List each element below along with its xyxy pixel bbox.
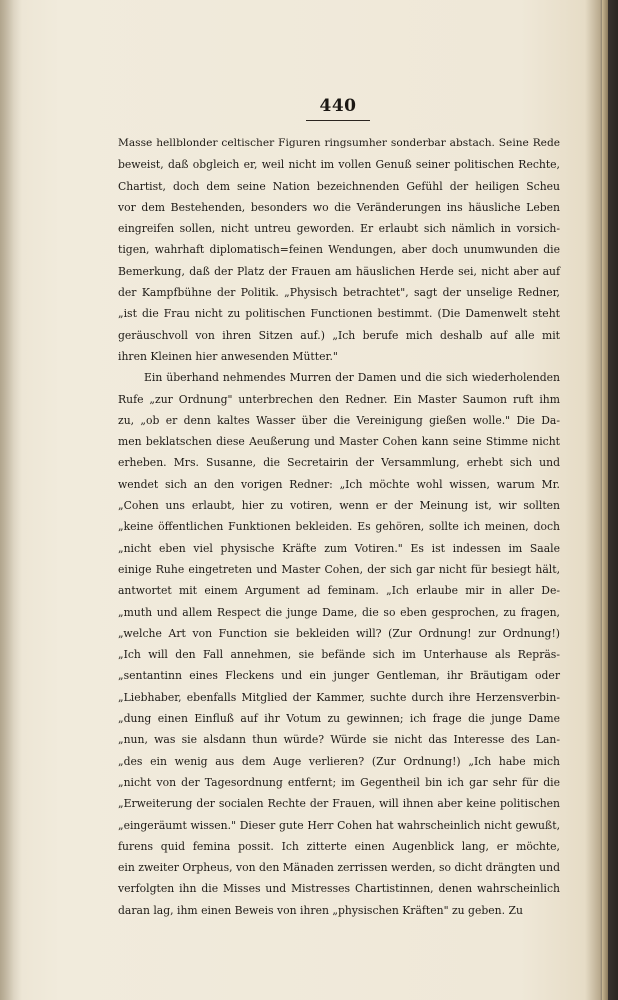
page-edge: [602, 0, 608, 1000]
text-line: Rufe „zur Ordnung" unterbrechen den Redner. Ein Master Saumon ruft ihm: [118, 392, 560, 406]
text-line: „des ein wenig aus dem Auge verlieren? (Zur Ordnung!) „Ich habe mich: [118, 754, 560, 768]
text-line: „nicht eben viel physische Kräfte zum Votiren." Es ist indessen im Saale: [118, 541, 560, 555]
text-line: „sentantinn eines Fleckens und ein junger Gentleman, ihr Bräutigam oder: [118, 669, 560, 683]
text-line: tigen, wahrhaft diplomatisch=feinen Wendungen, aber doch unumwunden die: [118, 243, 560, 257]
text-line: Chartist, doch dem seine Nation bezeichnenden Gefühl der heiligen Scheu: [118, 179, 560, 193]
text-line: „ist die Frau nicht zu politischen Functionen bestimmt. (Die Damenwelt steht: [118, 307, 560, 321]
text-line: „Cohen uns erlaubt, hier zu votiren, wenn er der Meinung ist, wir sollten: [118, 499, 560, 513]
text-line: „eingeräumt wissen." Dieser gute Herr Cohen hat wahrscheinlich nicht gewußt,: [118, 818, 560, 832]
text-line: eingreifen sollen, nicht untreu geworden. Er erlaubt sich nämlich in vorsich-: [118, 222, 560, 236]
page-number: 440: [319, 96, 357, 116]
text-line: der Kampfbühne der Politik. „Physisch betrachtet", sagt der unselige Redner,: [118, 286, 560, 300]
text-line: „Erweiterung der socialen Rechte der Frauen, will ihnen aber keine politischen: [118, 797, 560, 811]
text-line: antwortet mit einem Argument ad feminam. „Ich erlaube mir in aller De-: [118, 584, 560, 598]
text-line: Bemerkung, daß der Platz der Frauen am häuslichen Herde sei, nicht aber auf: [118, 264, 560, 278]
text-line: einige Ruhe eingetreten und Master Cohen, der sich gar nicht für besiegt hält,: [118, 562, 560, 576]
page-header: [118, 96, 558, 121]
text-line: Ein überhand nehmendes Murren der Damen und die sich wiederholenden: [144, 371, 560, 385]
text-line: „nun, was sie alsdann thun würde? Würde sie nicht das Interesse des Lan-: [118, 733, 560, 747]
paragraph: [118, 133, 560, 367]
binding-gutter-shadow: [0, 0, 22, 1000]
text-line: erheben. Mrs. Susanne, die Secretairin der Versammlung, erhebt sich und: [118, 456, 560, 470]
text-line: men beklatschen diese Aeußerung und Master Cohen kann seine Stimme nicht: [118, 435, 560, 449]
text-line: „muth und allem Respect die junge Dame, die so eben gesprochen, zu fragen,: [118, 605, 560, 619]
text-line: wendet sich an den vorigen Redner: „Ich möchte wohl wissen, warum Mr.: [118, 477, 560, 491]
text-line: vor dem Bestehenden, besonders wo die Veränderungen ins häusliche Leben: [118, 200, 560, 214]
text-line: furens quid femina possit. Ich zitterte einen Augenblick lang, er möchte,: [118, 839, 560, 853]
text-line: „nicht von der Tagesordnung entfernt; im Gegentheil bin ich gar sehr für die: [118, 775, 560, 789]
text-line: „Liebhaber, ebenfalls Mitglied der Kammer, suchte durch ihre Herzensverbin-: [118, 690, 560, 704]
text-line: ein zweiter Orpheus, von den Mänaden zerrissen werden, so dicht drängten und: [118, 861, 560, 875]
paragraph: [118, 367, 560, 921]
body-text: [118, 133, 560, 921]
text-line: „keine öffentlichen Funktionen bekleiden. Es gehören, sollte ich meinen, doch: [118, 520, 560, 534]
text-line: verfolgten ihn die Misses und Mistresses Chartistinnen, denen wahrscheinlich: [118, 882, 560, 896]
page-number-rule: [306, 120, 370, 121]
text-line: beweist, daß obgleich er, weil nicht im vollen Genuß seiner politischen Rechte,: [118, 158, 560, 172]
text-line: zu, „ob er denn kaltes Wasser über die Vereinigung gießen wolle." Die Da-: [118, 413, 560, 427]
text-line: „dung einen Einfluß auf ihr Votum zu gewinnen; ich frage die junge Dame: [118, 712, 560, 726]
text-line: „welche Art von Function sie bekleiden will? (Zur Ordnung! zur Ordnung!): [118, 626, 560, 640]
text-line: ihren Kleinen hier anwesenden Mütter.": [118, 349, 338, 363]
text-line: „Ich will den Fall annehmen, sie befände sich im Unterhause als Repräs-: [118, 648, 560, 662]
text-line: geräuschvoll von ihren Sitzen auf.) „Ich berufe mich deshalb auf alle mit: [118, 328, 560, 342]
text-line: daran lag, ihm einen Beweis von ihren „physischen Kräften" zu geben. Zu: [118, 903, 523, 917]
text-line: Masse hellblonder celtischer Figuren ringsumher sonderbar abstach. Seine Rede: [118, 137, 560, 149]
